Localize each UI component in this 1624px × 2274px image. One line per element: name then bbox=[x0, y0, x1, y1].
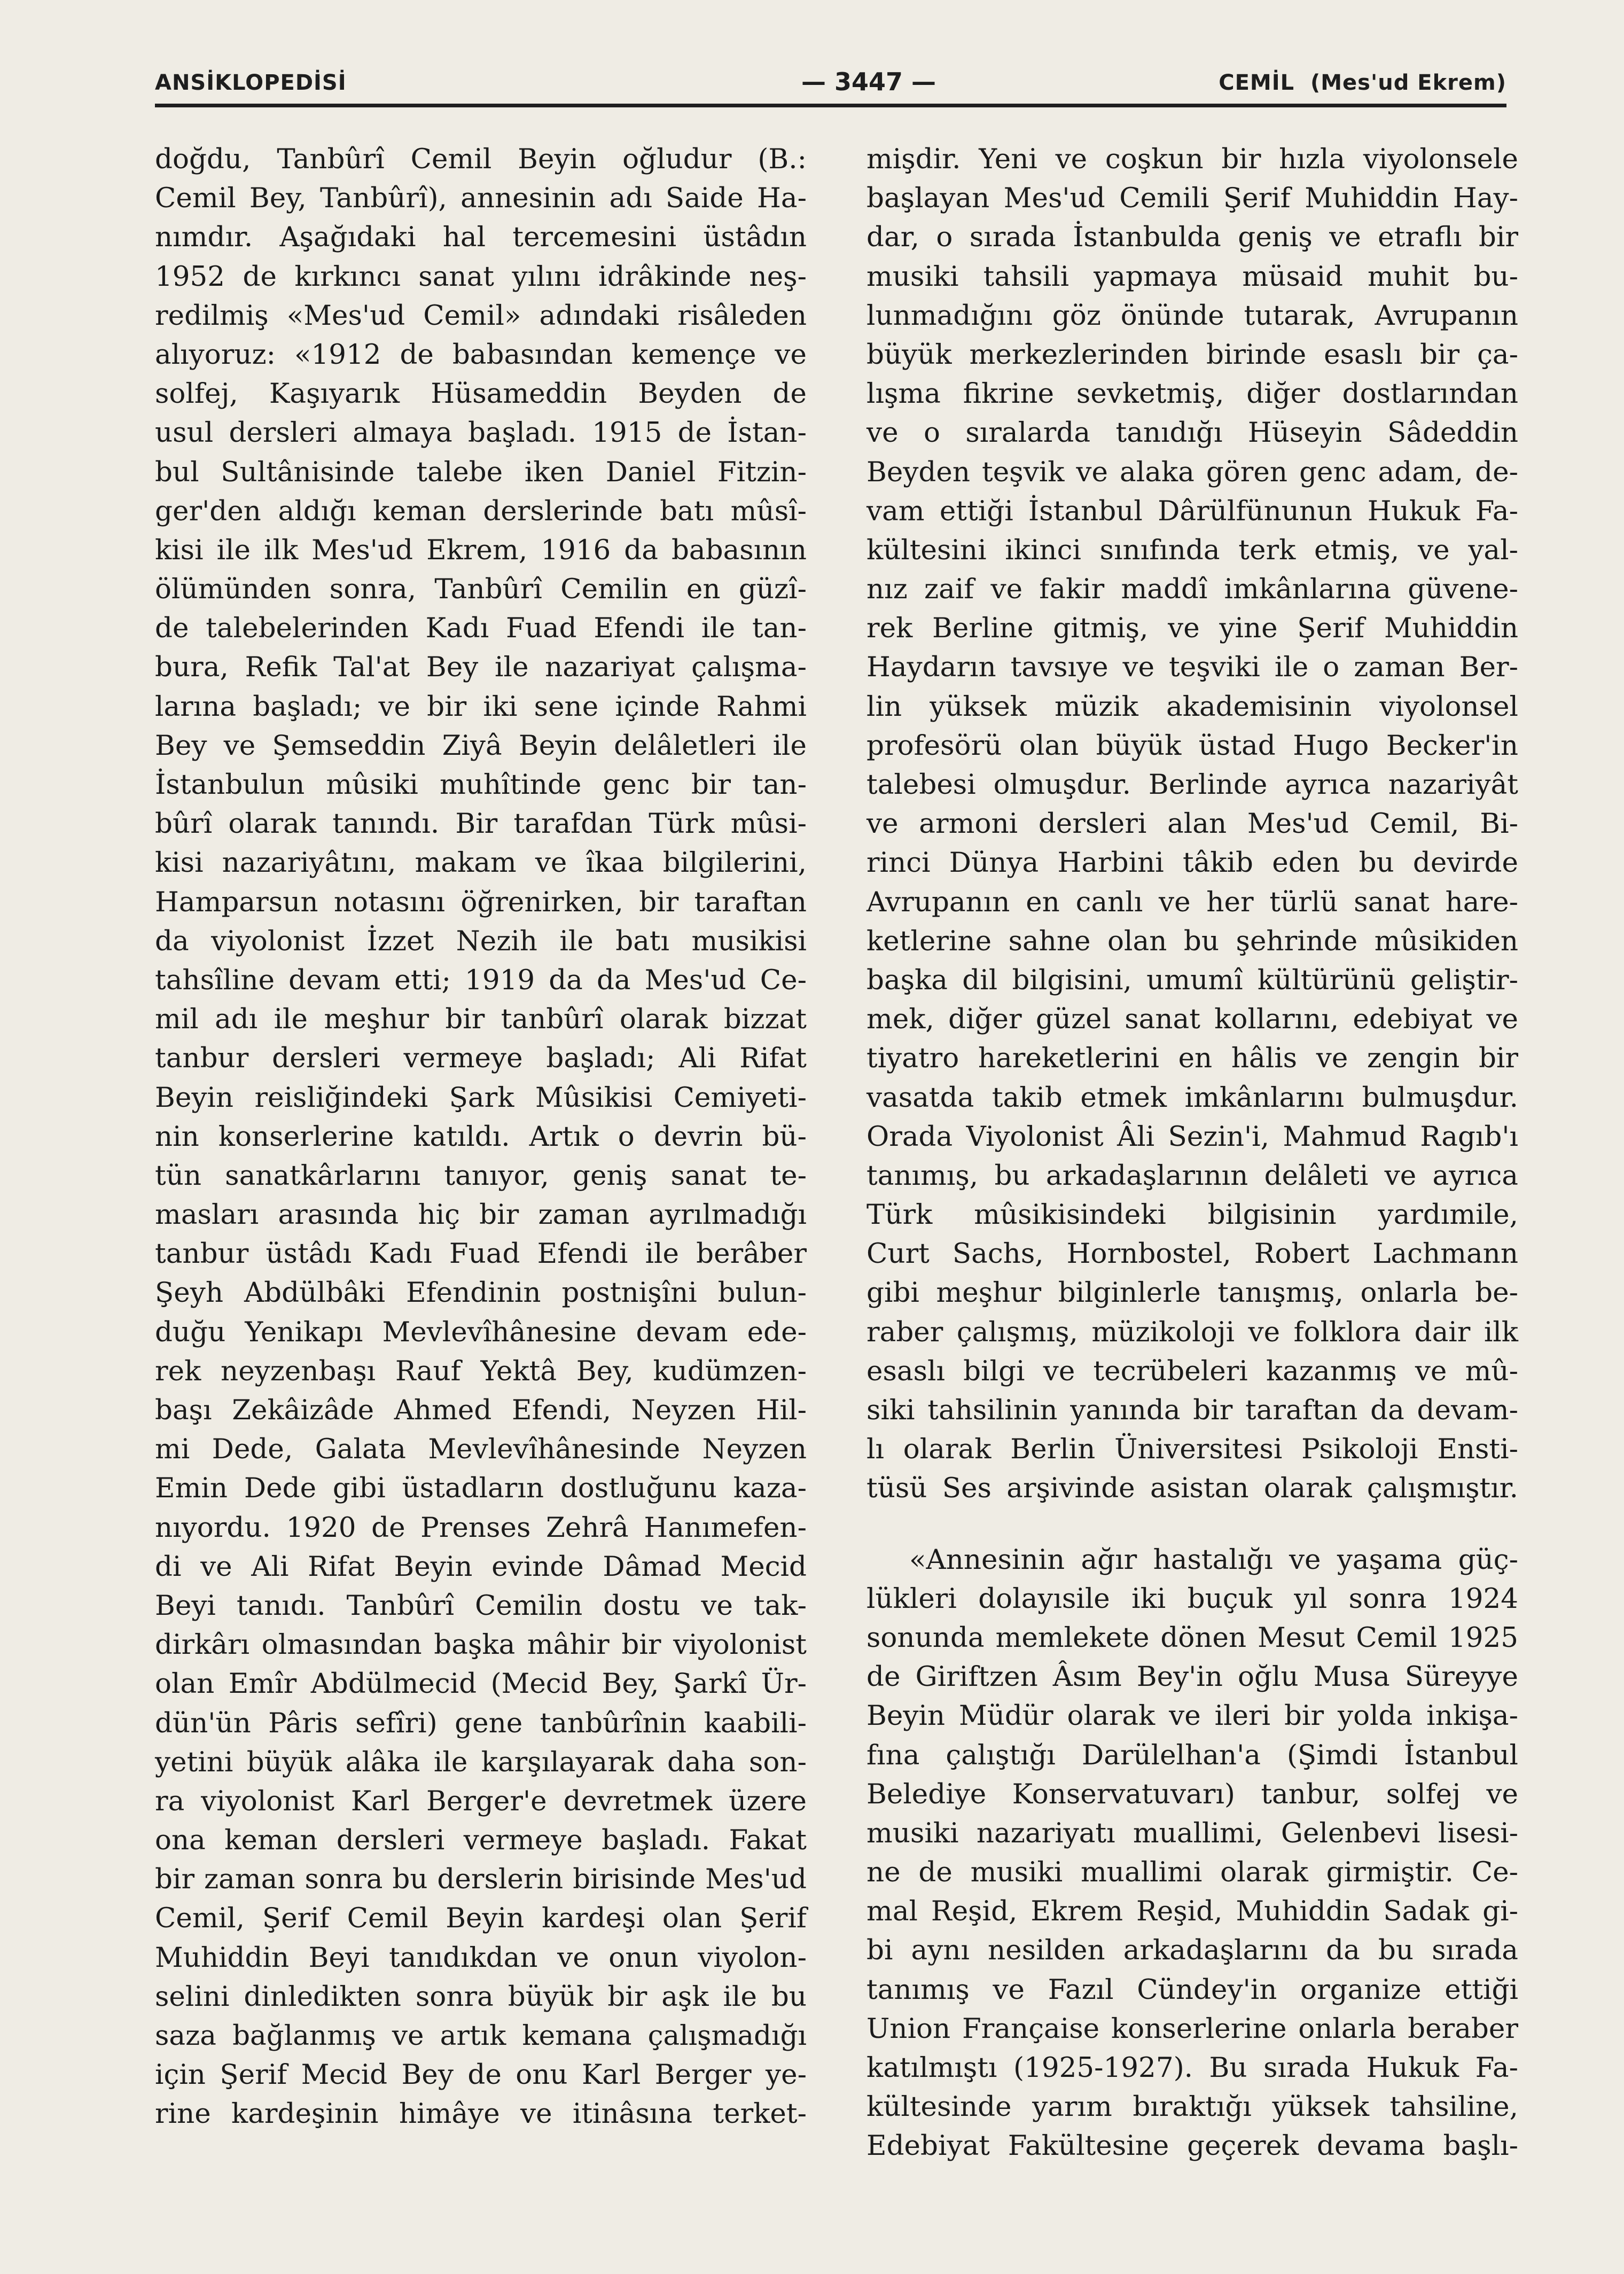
text-line: profesörü olan büyük üstad Hugo Becker'in bbox=[866, 729, 1518, 762]
text-line: tahsîline devam etti; 1919 da da Mes'ud Ce- bbox=[155, 964, 807, 996]
text-line: İstanbulun mûsiki muhîtinde genc bir tan- bbox=[155, 769, 807, 801]
text-line: masları arasında hiç bir zaman ayrılmadığı bbox=[155, 1199, 807, 1231]
text-line: tanımış, bu arkadaşlarının delâleti ve ayrıca bbox=[866, 1159, 1518, 1192]
text-line: lunmadığını göz önünde tutarak, Avrupanın bbox=[866, 299, 1518, 332]
text-line: esaslı bilgi ve tecrübeleri kazanmış ve mû- bbox=[866, 1355, 1518, 1387]
text-line: Beyin reisliğindeki Şark Mûsikisi Cemiyeti- bbox=[155, 1081, 807, 1114]
text-line: başka dil bilgisini, umumî kültürünü geliştir- bbox=[866, 964, 1518, 996]
text-line: Orada Viyolonist Âli Sezin'i, Mahmud Ragıb'ı bbox=[866, 1120, 1518, 1153]
text-line: rinci Dünya Harbini tâkib eden bu devirde bbox=[866, 847, 1518, 879]
text-line: tanbur dersleri vermeye başladı; Ali Rifat bbox=[155, 1042, 807, 1075]
text-line: 1952 de kırkıncı sanat yılını idrâkinde neş- bbox=[155, 260, 807, 293]
text-line: mek, diğer güzel sanat kollarını, edebiyat ve bbox=[866, 1003, 1518, 1036]
text-line: nin konserlerine katıldı. Artık o devrin bü- bbox=[155, 1120, 807, 1153]
text-line: Edebiyat Fakültesine geçerek devama başlı- bbox=[866, 2130, 1518, 2162]
text-line: Cemil, Şerif Cemil Beyin kardeşi olan Şerif bbox=[155, 1902, 807, 1935]
text-line: bi aynı nesilden arkadaşlarını da bu sırada bbox=[866, 1934, 1518, 1967]
text-line: lin yüksek müzik akademisinin viyolonsel bbox=[866, 690, 1518, 723]
text-line: nımdır. Aşağıdaki hal tercemesini üstâdın bbox=[155, 221, 807, 254]
text-line: fına çalıştığı Darülelhan'a (Şimdi İstanbul bbox=[866, 1739, 1518, 1771]
text-line: talebesi olmuşdur. Berlinde ayrıca nazariyât bbox=[866, 769, 1518, 801]
text-line: dün'ün Pâris sefîri) gene tanbûrînin kaabili- bbox=[155, 1707, 807, 1739]
page-number: — 3447 — bbox=[801, 67, 936, 96]
text-line: redilmiş «Mes'ud Cemil» adındaki risâleden bbox=[155, 299, 807, 332]
text-line: gibi meşhur bilginlerle tanışmış, onlarla be- bbox=[866, 1277, 1518, 1309]
text-line: ger'den aldığı keman derslerinde batı mûsî- bbox=[155, 495, 807, 527]
text-line: lükleri dolayısile iki buçuk yıl sonra 1924 bbox=[866, 1582, 1518, 1615]
text-line: bir zaman sonra bu derslerin birisinde Mes'ud bbox=[155, 1863, 807, 1896]
text-line: ve armoni dersleri alan Mes'ud Cemil, Bi- bbox=[866, 808, 1518, 840]
text-line: siki tahsilinin yanında bir taraftan da devam- bbox=[866, 1394, 1518, 1426]
text-line: tüsü Ses arşivinde asistan olarak çalışmıştır. bbox=[866, 1472, 1518, 1505]
text-line: dirkârı olmasından başka mâhir bir viyolonist bbox=[155, 1629, 807, 1661]
text-line: rek neyzenbaşı Rauf Yektâ Bey, kudümzen- bbox=[155, 1355, 807, 1387]
text-line: Şeyh Abdülbâki Efendinin postnişîni bulun- bbox=[155, 1277, 807, 1309]
text-line: rine kardeşinin himâye ve itinâsına terket- bbox=[155, 2098, 807, 2130]
text-line: ve o sıralarda tanıdığı Hüseyin Sâdeddin bbox=[866, 417, 1518, 449]
text-line: kültesinde yarım bıraktığı yüksek tahsiline, bbox=[866, 2091, 1518, 2123]
text-line: musiki tahsili yapmaya müsaid muhit bu- bbox=[866, 260, 1518, 293]
text-line: sonunda memlekete dönen Mesut Cemil 1925 bbox=[866, 1621, 1518, 1654]
text-line: Belediye Konservatuvarı) tanbur, solfej ve bbox=[866, 1778, 1518, 1810]
text-line: Bey ve Şemseddin Ziyâ Beyin delâletleri ile bbox=[155, 729, 807, 762]
text-line: vam ettiği İstanbul Dârülfünunun Hukuk Fa- bbox=[866, 495, 1518, 527]
text-line: Cemil Bey, Tanbûrî), annesinin adı Saide Ha- bbox=[155, 182, 807, 215]
text-line: bura, Refik Tal'at Bey ile nazariyat çalışma- bbox=[155, 651, 807, 684]
text-line: mişdir. Yeni ve coşkun bir hızla viyolonsele bbox=[866, 143, 1518, 175]
text-line: ne de musiki muallimi olarak girmiştir. Ce- bbox=[866, 1856, 1518, 1889]
header-rule bbox=[155, 104, 1506, 107]
text-line: Haydarın tavsıye ve teşviki ile o zaman Ber- bbox=[866, 651, 1518, 684]
text-line: lı olarak Berlin Üniversitesi Psikoloji Ensti- bbox=[866, 1433, 1518, 1466]
text-column-right bbox=[866, 140, 1518, 2166]
text-line: di ve Ali Rifat Beyin evinde Dâmad Mecid bbox=[155, 1550, 807, 1583]
text-line: nız zaif ve fakir maddî imkânlarına güvene- bbox=[866, 573, 1518, 606]
text-line: da viyolonist İzzet Nezih ile batı musikisi bbox=[155, 925, 807, 957]
text-line: kültesini ikinci sınıfında terk etmiş, ve yal- bbox=[866, 534, 1518, 566]
text-line: lışma fikrine sevketmiş, diğer dostlarından bbox=[866, 378, 1518, 410]
text-line: için Şerif Mecid Bey de onu Karl Berger ye- bbox=[155, 2059, 807, 2091]
text-line: raber çalışmış, müzikoloji ve folklora dair ilk bbox=[866, 1316, 1518, 1348]
text-line: Hamparsun notasını öğrenirken, bir taraftan bbox=[155, 886, 807, 918]
text-line: mi Dede, Galata Mevlevîhânesinde Neyzen bbox=[155, 1433, 807, 1466]
text-line: ra viyolonist Karl Berger'e devretmek üzere bbox=[155, 1785, 807, 1817]
header-entry: CEMİL (Mes'ud Ekrem) bbox=[1219, 71, 1506, 95]
header-title: ANSİKLOPEDİSİ bbox=[155, 71, 347, 95]
text-line: de talebelerinden Kadı Fuad Efendi ile tan- bbox=[155, 612, 807, 645]
text-line: dar, o sırada İstanbulda geniş ve etraflı bir bbox=[866, 221, 1518, 254]
text-line: büyük merkezlerinden birinde esaslı bir ça- bbox=[866, 338, 1518, 371]
text-line: Union Française konserlerine onlarla beraber bbox=[866, 2012, 1518, 2045]
text-line: tanbur üstâdı Kadı Fuad Efendi ile berâber bbox=[155, 1238, 807, 1270]
text-line: kisi ile ilk Mes'ud Ekrem, 1916 da babasının bbox=[155, 534, 807, 566]
text-line: tanımış ve Fazıl Cündey'in organize ettiği bbox=[866, 1973, 1518, 2006]
text-line: ketlerine sahne olan bu şehrinde mûsikiden bbox=[866, 925, 1518, 957]
text-line: vasatda takib etmek imkânlarını bulmuşdur. bbox=[866, 1081, 1518, 1114]
text-line: Türk mûsikisindeki bilgisinin yardımile, bbox=[866, 1199, 1518, 1231]
text-line: yetini büyük alâka ile karşılayarak daha son- bbox=[155, 1746, 807, 1778]
text-line: tün sanatkârlarını tanıyor, geniş sanat te- bbox=[155, 1159, 807, 1192]
text-line: musiki nazariyatı muallimi, Gelenbevi lisesi- bbox=[866, 1817, 1518, 1849]
text-line: duğu Yenikapı Mevlevîhânesine devam ede- bbox=[155, 1316, 807, 1348]
text-line: selini dinledikten sonra büyük bir aşk ile bu bbox=[155, 1980, 807, 2013]
text-line: olan Emîr Abdülmecid (Mecid Bey, Şarkî Ür- bbox=[155, 1668, 807, 1700]
text-line: Beyin Müdür olarak ve ileri bir yolda inkişa- bbox=[866, 1700, 1518, 1732]
text-line: ölümünden sonra, Tanbûrî Cemilin en güzî- bbox=[155, 573, 807, 606]
text-line: solfej, Kaşıyarık Hüsameddin Beyden de bbox=[155, 378, 807, 410]
text-line: Emin Dede gibi üstadların dostluğunu kaza- bbox=[155, 1472, 807, 1505]
running-header bbox=[155, 64, 1506, 101]
text-line: nıyordu. 1920 de Prenses Zehrâ Hanımefen- bbox=[155, 1511, 807, 1544]
text-line: katılmıştı (1925-1927). Bu sırada Hukuk Fa- bbox=[866, 2052, 1518, 2084]
text-line: rek Berline gitmiş, ve yine Şerif Muhiddin bbox=[866, 612, 1518, 645]
text-line: alıyoruz: «1912 de babasından kemençe ve bbox=[155, 338, 807, 371]
text-line: usul dersleri almaya başladı. 1915 de İstan- bbox=[155, 417, 807, 449]
text-line: larına başladı; ve bir iki sene içinde Rahmi bbox=[155, 690, 807, 723]
text-line: başı Zekâizâde Ahmed Efendi, Neyzen Hil- bbox=[155, 1394, 807, 1426]
text-column-left bbox=[155, 140, 807, 2134]
text-line: kisi nazariyâtını, makam ve îkaa bilgilerini, bbox=[155, 847, 807, 879]
text-line: tiyatro hareketlerini en hâlis ve zengin bir bbox=[866, 1042, 1518, 1075]
text-line: Beyi tanıdı. Tanbûrî Cemilin dostu ve tak- bbox=[155, 1589, 807, 1622]
text-line: Beyden teşvik ve alaka gören genc adam, de- bbox=[866, 456, 1518, 488]
text-line: saza bağlanmış ve artık kemana çalışmadığı bbox=[155, 2020, 807, 2052]
text-line: mal Reşid, Ekrem Reşid, Muhiddin Sadak gi- bbox=[866, 1895, 1518, 1928]
text-line: «Annesinin ağır hastalığı ve yaşama güç- bbox=[909, 1543, 1518, 1576]
paragraph-gap bbox=[866, 1509, 1518, 1541]
text-line: başlayan Mes'ud Cemili Şerif Muhiddin Hay- bbox=[866, 182, 1518, 215]
text-line: ona keman dersleri vermeye başladı. Fakat bbox=[155, 1824, 807, 1857]
text-line: bûrî olarak tanındı. Bir tarafdan Türk mûsi- bbox=[155, 808, 807, 840]
text-line: Avrupanın en canlı ve her türlü sanat hare- bbox=[866, 886, 1518, 918]
text-line: mil adı ile meşhur bir tanbûrî olarak bizzat bbox=[155, 1003, 807, 1036]
text-line: Muhiddin Beyi tanıdıkdan ve onun viyolon- bbox=[155, 1941, 807, 1974]
text-line: bul Sultânisinde talebe iken Daniel Fitzin- bbox=[155, 456, 807, 488]
text-line: Curt Sachs, Hornbostel, Robert Lachmann bbox=[866, 1238, 1518, 1270]
text-line: de Giriftzen Âsım Bey'in oğlu Musa Süreyye bbox=[866, 1661, 1518, 1693]
text-line: doğdu, Tanbûrî Cemil Beyin oğludur (B.: bbox=[155, 143, 807, 175]
